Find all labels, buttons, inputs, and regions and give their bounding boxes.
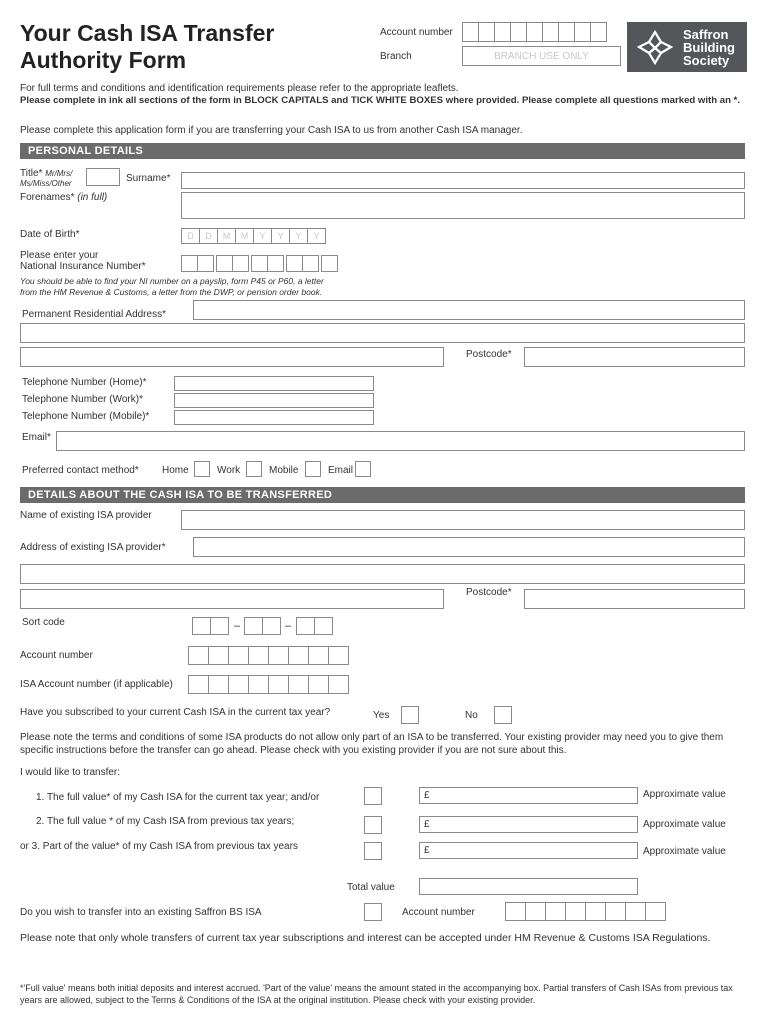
personal-details-heading: PERSONAL DETAILS <box>20 143 745 159</box>
isa-account-boxes[interactable] <box>188 675 348 694</box>
subscribed-no-label: No <box>465 710 478 721</box>
total-value-label: Total value <box>347 882 395 893</box>
forenames-label <box>20 192 107 203</box>
existing-acct-box[interactable] <box>545 902 566 921</box>
acct-box[interactable] <box>328 646 349 665</box>
sort-dash-1: – <box>234 620 241 632</box>
box[interactable] <box>590 22 607 42</box>
header-account-number-label: Account number <box>380 27 453 38</box>
footnote: *'Full value' means both initial deposits and interest accrued. 'Part of the value' means the amount stated in the accompanying box. Partial transfers of Cash ISAs from previous tax years are allowed, subject to the Terms & Conditions of the ISA at the original institution. Please check with your existing provider. <box>20 983 733 1005</box>
acct-box[interactable] <box>208 646 229 665</box>
sort-box[interactable] <box>244 617 263 635</box>
option-2-approx-label: Approximate value <box>643 819 726 830</box>
sort-box[interactable] <box>262 617 281 635</box>
option-2-amount[interactable] <box>419 816 638 833</box>
box[interactable] <box>494 22 511 42</box>
flower-logo-icon <box>635 28 675 66</box>
option-1-checkbox[interactable] <box>364 787 382 805</box>
logo-line-2: Building <box>683 39 735 55</box>
acct-box[interactable] <box>228 646 249 665</box>
dob-year-1[interactable]: Y <box>253 228 272 244</box>
acct-box[interactable] <box>308 646 329 665</box>
tel-work-label <box>22 394 143 405</box>
existing-acct-box[interactable] <box>585 902 606 921</box>
dob-label: Date of Birth* <box>20 229 80 240</box>
header-branch-label: Branch <box>380 51 412 62</box>
tel-home-suffix: (Home)* <box>109 377 147 388</box>
existing-acct-box[interactable] <box>565 902 586 921</box>
acct-box[interactable] <box>188 646 209 665</box>
isa-box[interactable] <box>248 675 269 694</box>
tel-mobile-input[interactable] <box>174 410 374 425</box>
existing-isa-checkbox[interactable] <box>364 903 382 921</box>
surname-label: Surname* <box>126 173 171 184</box>
isa-box[interactable] <box>288 675 309 694</box>
option-3-checkbox[interactable] <box>364 842 382 860</box>
ni-box[interactable] <box>216 255 233 272</box>
box[interactable] <box>462 22 479 42</box>
tel-home-label <box>22 377 147 388</box>
forenames-input[interactable] <box>181 192 745 219</box>
address-line-2-input[interactable] <box>20 323 745 343</box>
dob-day-1[interactable]: D <box>181 228 200 244</box>
sort-code-part-3[interactable] <box>296 617 332 635</box>
sort-box[interactable] <box>210 617 229 635</box>
ni-box[interactable] <box>232 255 249 272</box>
existing-acct-box[interactable] <box>505 902 526 921</box>
ni-box[interactable] <box>321 255 338 272</box>
acct-box[interactable] <box>248 646 269 665</box>
option-3-approx-label: Approximate value <box>643 846 726 857</box>
box[interactable] <box>574 22 591 42</box>
ni-label-2: National Insurance Number* <box>20 261 146 272</box>
isa-account-label: ISA Account number (if applicable) <box>20 679 173 690</box>
surname-input[interactable] <box>181 172 745 189</box>
ni-label-1: Please enter your <box>20 250 99 261</box>
sort-dash-2: – <box>285 620 292 632</box>
subscribed-yes-label: Yes <box>373 710 390 721</box>
dob-year-2[interactable]: Y <box>271 228 290 244</box>
contact-work-label: Work <box>217 465 241 476</box>
transfer-note-1: Please note the terms and conditions of some ISA products do not allow only part of an ISA to be transferred. Your existing provider may need you to give them specific instructions before the transfer can go ahead. Please check with you existing provider if you are not sure about this. <box>20 732 724 756</box>
title-label-text: Title* <box>20 168 43 179</box>
isa-box[interactable] <box>268 675 289 694</box>
provider-postcode-label: Postcode* <box>466 587 512 598</box>
title-hint-2: Ms/Miss/Other <box>20 179 72 188</box>
option-1-amount[interactable] <box>419 787 638 804</box>
currency-symbol: £ <box>424 845 430 856</box>
existing-account-label: Account number <box>402 907 475 918</box>
intro-line-2: Please complete in ink all sections of the form in BLOCK CAPITALS and TICK WHITE BOXES where provided. Please complete all questions marked with an *. <box>20 95 741 106</box>
isa-box[interactable] <box>228 675 249 694</box>
email-input[interactable] <box>56 431 745 451</box>
dob-month-1[interactable]: M <box>217 228 236 244</box>
option-3-amount[interactable] <box>419 842 638 859</box>
subscribed-no-checkbox[interactable] <box>494 706 512 724</box>
provider-address-line-2-input[interactable] <box>20 564 745 584</box>
acct-box[interactable] <box>288 646 309 665</box>
total-value-input[interactable] <box>419 878 638 895</box>
tel-work-input[interactable] <box>174 393 374 408</box>
sort-box[interactable] <box>296 617 315 635</box>
ni-box[interactable] <box>181 255 198 272</box>
sort-code-part-2[interactable] <box>244 617 280 635</box>
contact-mobile-checkbox[interactable] <box>305 461 321 477</box>
postcode-input[interactable] <box>524 347 745 367</box>
form-title <box>20 20 274 74</box>
tel-mobile-label <box>22 411 149 422</box>
currency-symbol: £ <box>424 790 430 801</box>
existing-acct-box[interactable] <box>525 902 546 921</box>
ni-hint-2: from the HM Revenue & Customs, a letter from the DWP, or pension order book. <box>20 287 323 297</box>
sort-box[interactable] <box>314 617 333 635</box>
title-input[interactable] <box>86 168 120 186</box>
sort-box[interactable] <box>192 617 211 635</box>
sort-code-part-1[interactable] <box>192 617 228 635</box>
tel-work-label-text: Telephone Number <box>22 394 107 405</box>
tel-mobile-suffix: (Mobile)* <box>109 411 150 422</box>
box[interactable] <box>542 22 559 42</box>
existing-account-boxes[interactable] <box>505 902 665 921</box>
box[interactable] <box>478 22 495 42</box>
existing-acct-box[interactable] <box>645 902 666 921</box>
contact-home-label: Home <box>162 465 189 476</box>
isa-box[interactable] <box>308 675 329 694</box>
branch-use-only-field: BRANCH USE ONLY <box>462 46 621 66</box>
intro-line-1: For full terms and conditions and identification requirements please refer to the appropriate leaflets. <box>20 83 459 94</box>
dob-year-3[interactable]: Y <box>289 228 308 244</box>
subscribed-yes-checkbox[interactable] <box>401 706 419 724</box>
acct-box[interactable] <box>268 646 289 665</box>
contact-work-checkbox[interactable] <box>246 461 262 477</box>
provider-address-line-1-input[interactable] <box>193 537 745 557</box>
contact-email-checkbox[interactable] <box>355 461 371 477</box>
logo-line-1: Saffron <box>683 26 729 42</box>
provider-name-label: Name of existing ISA provider <box>20 510 152 521</box>
ni-number-boxes[interactable] <box>181 255 337 272</box>
email-label: Email* <box>22 432 51 443</box>
provider-postcode-input[interactable] <box>524 589 745 609</box>
saffron-logo <box>627 22 747 72</box>
option-1-label: 1. The full value* of my Cash ISA for the current tax year; and/or <box>36 792 320 803</box>
title-line-1: Your Cash ISA Transfer <box>20 20 275 46</box>
box[interactable] <box>558 22 575 42</box>
ni-box[interactable] <box>267 255 284 272</box>
intro-line-3: Please complete this application form if you are transferring your Cash ISA to us from another Cash ISA manager. <box>20 125 523 136</box>
existing-acct-box[interactable] <box>625 902 646 921</box>
transfer-like-label: I would like to transfer: <box>20 767 121 778</box>
ni-box[interactable] <box>251 255 268 272</box>
title-label <box>20 168 72 179</box>
contact-mobile-label: Mobile <box>269 465 299 476</box>
account-number-label: Account number <box>20 650 93 661</box>
contact-home-checkbox[interactable] <box>194 461 210 477</box>
subscribed-label: Have you subscribed to your current Cash ISA in the current tax year? <box>20 707 331 718</box>
isa-box[interactable] <box>208 675 229 694</box>
ni-hint-1: You should be able to find your NI number on a payslip, form P45 or P60, a letter <box>20 276 324 286</box>
existing-acct-box[interactable] <box>605 902 626 921</box>
tel-mobile-label-text: Telephone Number <box>22 411 107 422</box>
option-1-approx-label: Approximate value <box>643 789 726 800</box>
dob-boxes[interactable] <box>181 228 325 244</box>
transfer-details-heading: DETAILS ABOUT THE CASH ISA TO BE TRANSFERRED <box>20 487 745 503</box>
logo-text <box>683 28 735 67</box>
logo-line-3: Society <box>683 52 730 68</box>
account-number-boxes[interactable] <box>188 646 348 665</box>
address-line-1-input[interactable] <box>193 300 745 320</box>
ni-box[interactable] <box>197 255 214 272</box>
title-line-2: Authority Form <box>20 47 187 73</box>
provider-address-line-3-input[interactable] <box>20 589 444 609</box>
box[interactable] <box>526 22 543 42</box>
contact-email-label: Email <box>328 465 354 476</box>
contact-method-label: Preferred contact method* <box>22 465 139 476</box>
existing-isa-label: Do you wish to transfer into an existing Saffron BS ISA <box>20 907 262 918</box>
dob-day-2[interactable]: D <box>199 228 218 244</box>
option-2-checkbox[interactable] <box>364 816 382 834</box>
isa-box[interactable] <box>188 675 209 694</box>
title-hint-1: Mr/Mrs/ <box>45 169 73 178</box>
forenames-hint: (in full) <box>77 192 108 203</box>
tel-home-label-text: Telephone Number <box>22 377 107 388</box>
isa-box[interactable] <box>328 675 349 694</box>
provider-name-input[interactable] <box>181 510 745 530</box>
provider-address-label: Address of existing ISA provider* <box>20 542 166 553</box>
address-line-3-input[interactable] <box>20 347 444 367</box>
transfer-note-2: Please note that only whole transfers of current tax year subscriptions and interest can be accepted under HM Revenue & Customs ISA Regulations. <box>20 932 711 944</box>
ni-box[interactable] <box>286 255 303 272</box>
sort-code-label: Sort code <box>22 617 65 628</box>
tel-home-input[interactable] <box>174 376 374 391</box>
ni-box[interactable] <box>302 255 319 272</box>
dob-month-2[interactable]: M <box>235 228 254 244</box>
header-account-number-boxes[interactable] <box>462 22 606 42</box>
currency-symbol: £ <box>424 819 430 830</box>
option-2-label: 2. The full value * of my Cash ISA from previous tax years; <box>36 816 295 827</box>
dob-year-4[interactable]: Y <box>307 228 326 244</box>
tel-work-suffix: (Work)* <box>109 394 143 405</box>
option-3-label: or 3. Part of the value* of my Cash ISA from previous tax years <box>20 841 298 852</box>
box[interactable] <box>510 22 527 42</box>
postcode-label: Postcode* <box>466 349 512 360</box>
address-label: Permanent Residential Address* <box>22 309 166 320</box>
forenames-label-text: Forenames* <box>20 192 75 203</box>
